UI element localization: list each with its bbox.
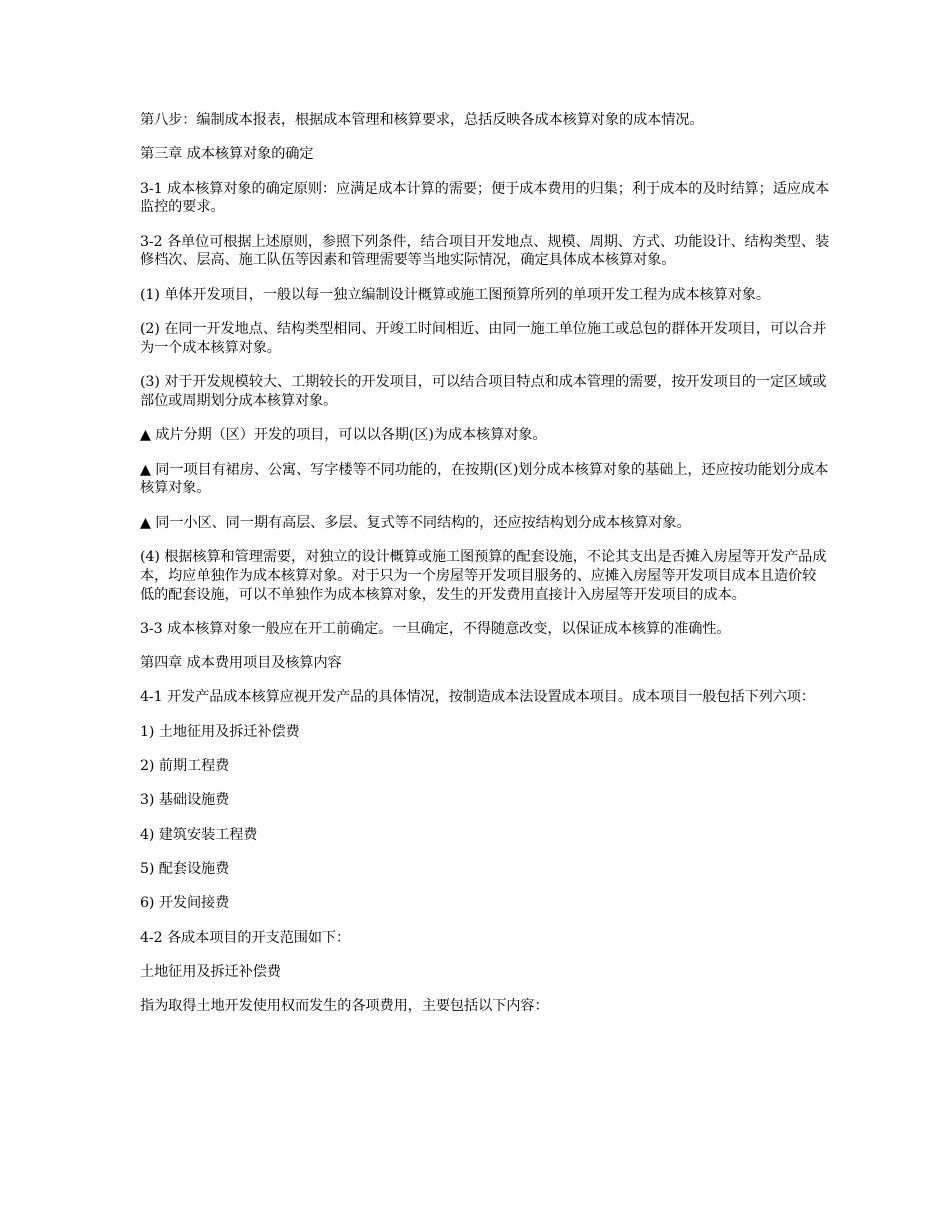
chapter-four-heading: 第四章 成本费用项目及核算内容: [140, 655, 342, 672]
paragraph-item-1: (1) 单体开发项目，一般以每一独立编制设计概算或施工图预算所列的单项开发工程为成本核算对象。: [140, 286, 770, 303]
paragraph-3-2: 3-2 各单位可根据上述原则，参照下列条件，结合项目开发地点、规模、周期、方式、功能设计、结构类型、装修档次、层高、施工队伍等因素和管理需要等当地实际情况，确定具体成本核算对象。: [140, 233, 830, 269]
list-item-supporting-facilities: 5) 配套设施费: [140, 860, 230, 877]
paragraph-3-1: 3-1 成本核算对象的确定原则：应满足成本计算的需要；便于成本费用的归集；利于成本的及时结算；适应成本监控的要求。: [140, 180, 830, 216]
list-item-infrastructure: 3) 基础设施费: [140, 792, 230, 809]
bullet-functional-division: ▲ 同一项目有裙房、公寓、写字楼等不同功能的，在按期(区)划分成本核算对象的基础上，还应按功能划分成本核算对象。: [140, 461, 829, 497]
paragraph-item-4: (4) 根据核算和管理需要，对独立的设计概算或施工图预算的配套设施，不论其支出是否摊入房屋等开发产品成本，均应单独作为成本核算对象。对于只为一个房屋等开发项目服务的、应摊入房屋等开发项目成本且造价较低的配套设施，可以不单独作为成本核算对象，发生的开发费用直接计入房屋等开发项目的成本。: [140, 548, 827, 603]
paragraph-3-3: 3-3 成本核算对象一般应在开工前确定。一旦确定，不得随意改变，以保证成本核算的准确性。: [140, 620, 731, 637]
paragraph-4-1: 4-1 开发产品成本核算应视开发产品的具体情况，按制造成本法设置成本项目。成本项目一般包括下列六项：: [140, 689, 815, 706]
list-item-preliminary-works: 2) 前期工程费: [140, 758, 230, 775]
bullet-phased-development: ▲ 成片分期（区）开发的项目，可以以各期(区)为成本核算对象。: [140, 427, 547, 444]
subheading-land-acquisition: 土地征用及拆迁补偿费: [140, 963, 281, 980]
document-page: [140, 111, 830, 1031]
chapter-three-heading: 第三章 成本核算对象的确定: [140, 146, 314, 163]
list-item-indirect-development: 6) 开发间接费: [140, 895, 230, 912]
paragraph-land-acquisition-definition: 指为取得土地开发使用权而发生的各项费用，主要包括以下内容：: [140, 998, 549, 1015]
list-item-construction-installation: 4) 建筑安装工程费: [140, 826, 258, 843]
paragraph-item-3: (3) 对于开发规模较大、工期较长的开发项目，可以结合项目特点和成本管理的需要，按开发项目的一定区域或部位或周期划分成本核算对象。: [140, 374, 827, 409]
paragraph-step-eight: 第八步：编制成本报表，根据成本管理和核算要求，总括反映各成本核算对象的成本情况。: [140, 112, 704, 128]
paragraph-4-2: 4-2 各成本项目的开支范围如下：: [140, 929, 351, 946]
paragraph-item-2: (2) 在同一开发地点、结构类型相同、开竣工时间相近、由同一施工单位施工或总包的群体开发项目，可以合并为一个成本核算对象。: [140, 321, 827, 356]
bullet-structural-division: ▲ 同一小区、同一期有高层、多层、复式等不同结构的，还应按结构划分成本核算对象。: [140, 514, 691, 531]
list-item-land-acquisition: 1) 土地征用及拆迁补偿费: [140, 723, 300, 740]
